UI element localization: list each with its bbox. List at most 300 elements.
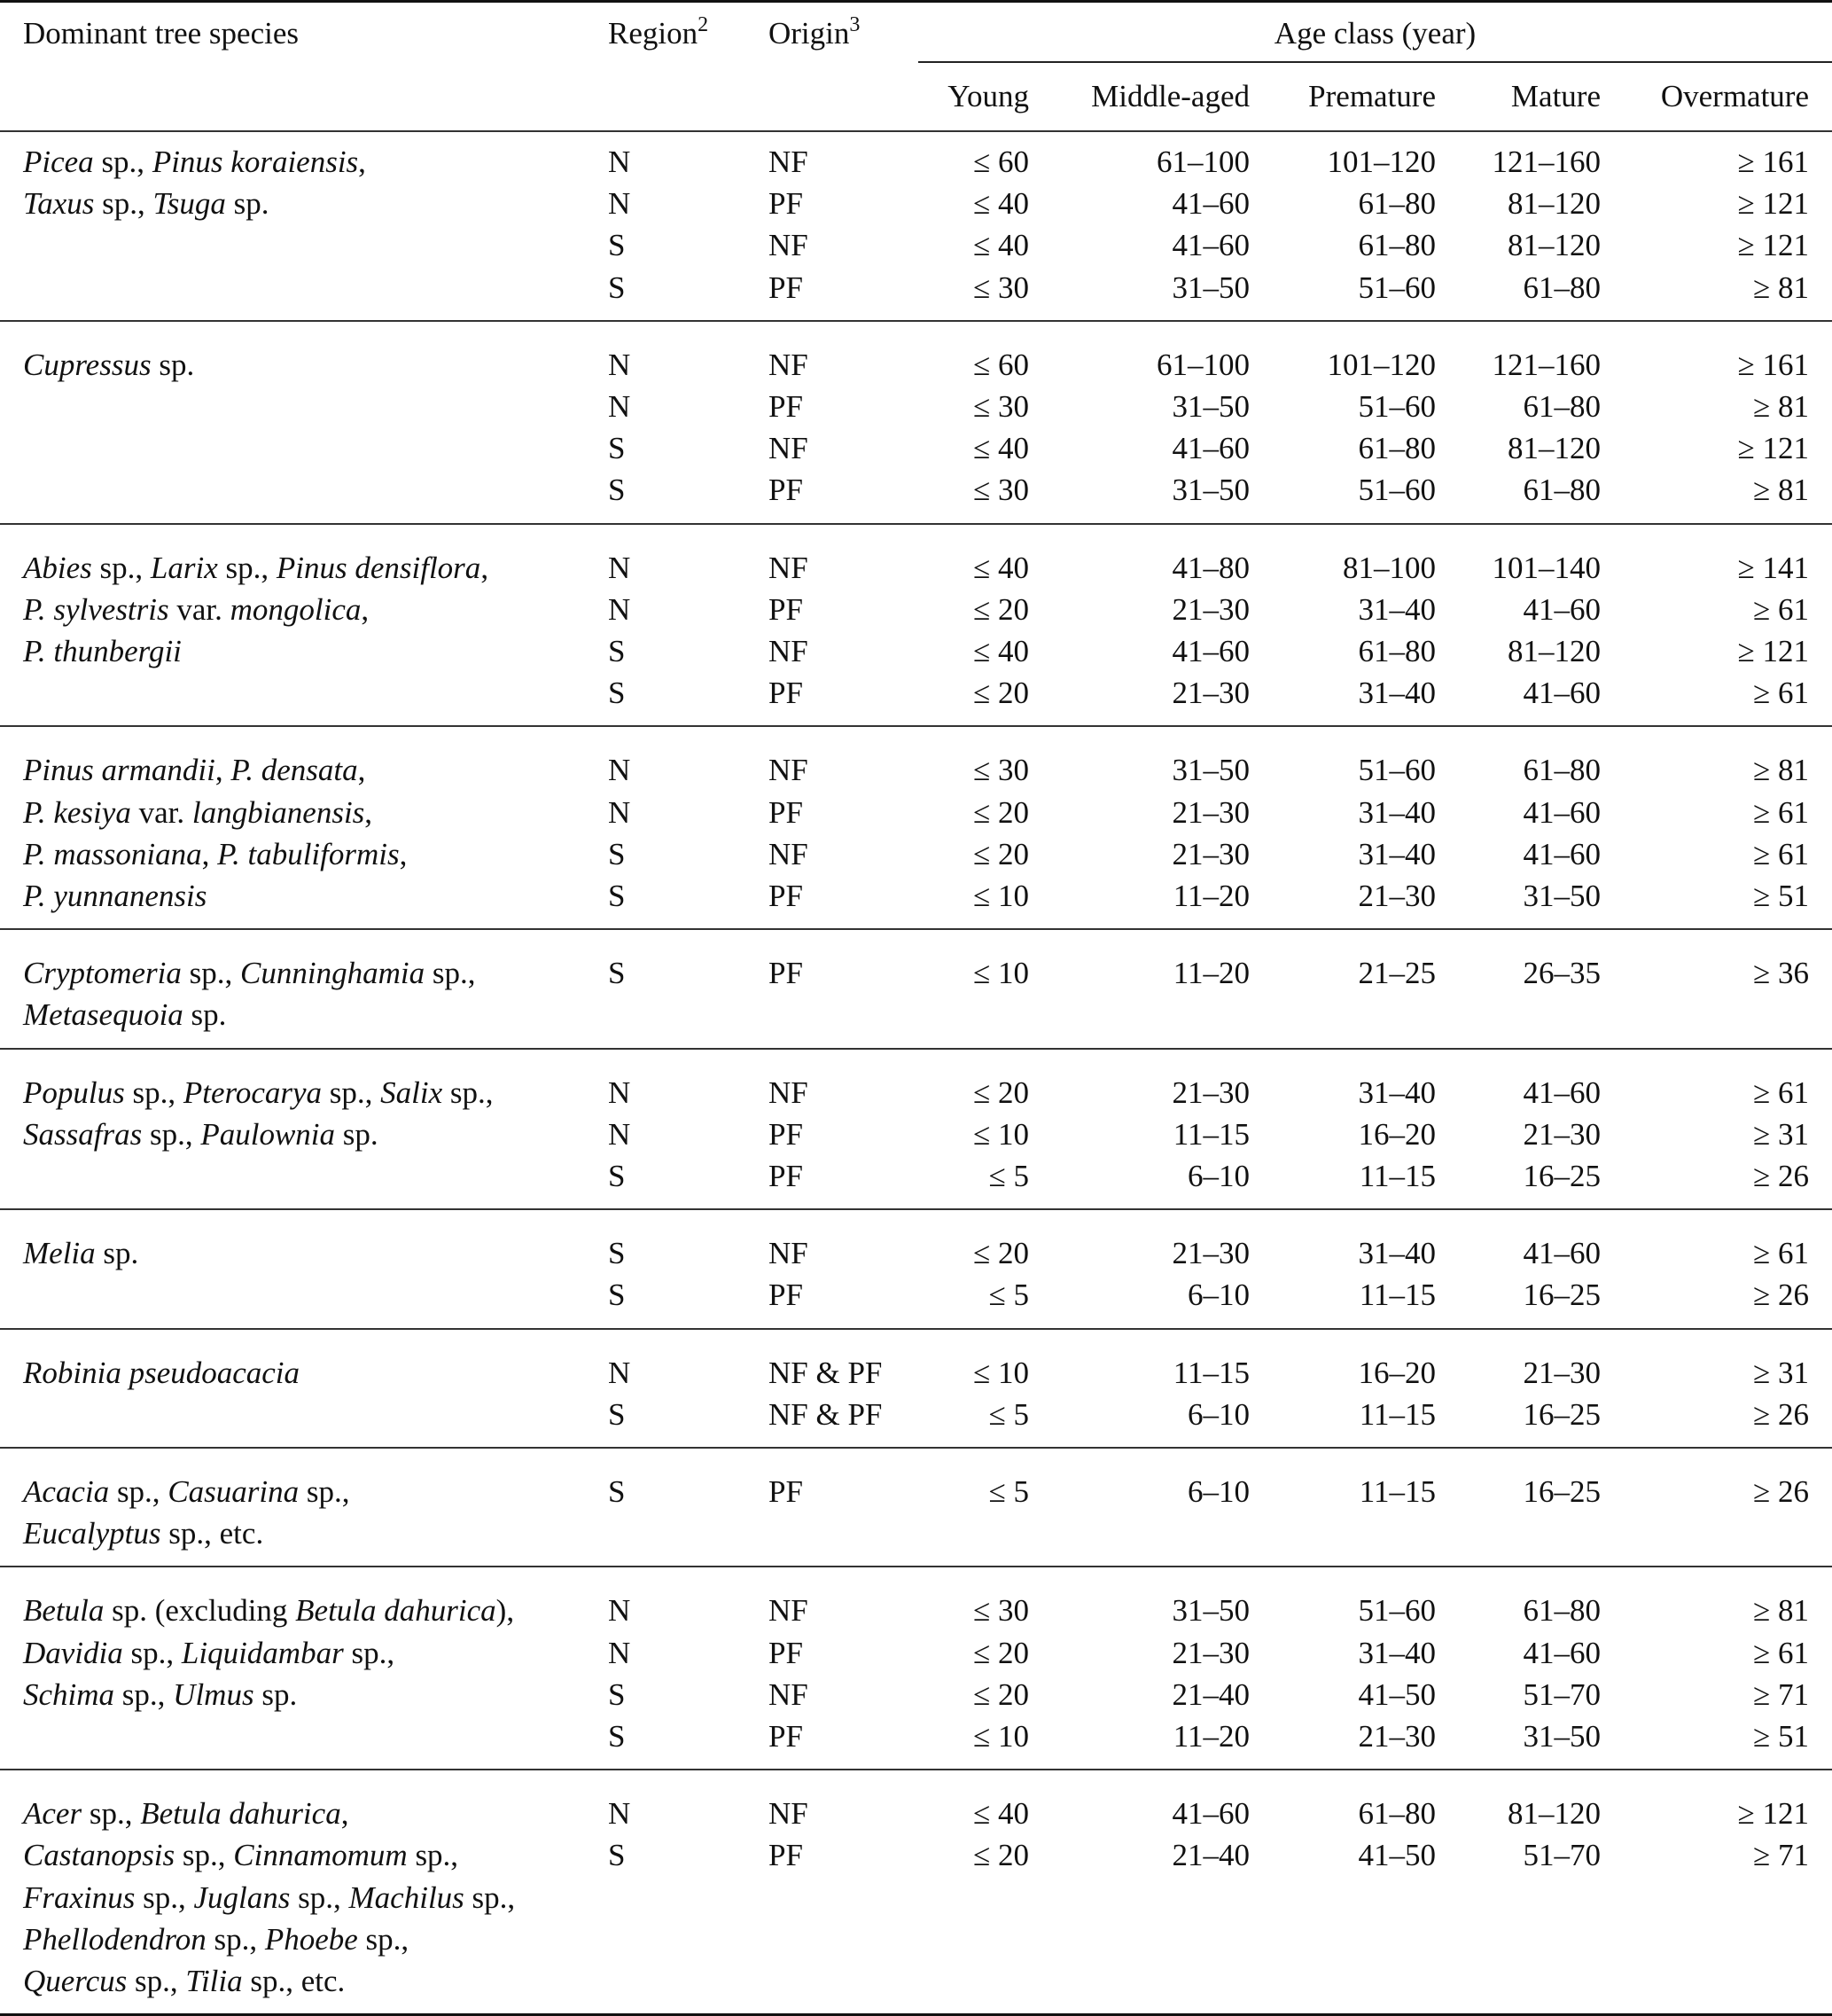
origin-cell: PF [768,676,803,711]
species-text: sp., [217,550,277,585]
species-name-line [23,344,194,386]
species-name-line [23,1072,494,1113]
young-cell: ≤ 20 [973,1838,1029,1873]
species-taxon: Fraxinus [23,1879,136,1915]
mature-cell: 16–25 [1523,1278,1601,1313]
middle-aged-cell: 31–50 [1172,1593,1250,1629]
species-taxon: Metasequoia [23,997,183,1033]
species-text: var. [168,591,230,627]
origin-cell: NF [768,145,808,179]
premature-cell: 61–80 [1358,186,1436,222]
species-taxon: Liquidambar [181,1635,344,1670]
species-taxon: Schima [23,1676,115,1712]
species-taxon: Eucalyptus [23,1516,161,1551]
species-taxon: Pterocarya [183,1074,323,1110]
young-cell: ≤ 5 [988,1474,1029,1509]
region-cell: N [608,794,631,830]
species-text: sp., [206,1921,265,1957]
overmature-cell: ≥ 31 [1753,1355,1809,1390]
overmature-cell: ≥ 61 [1753,836,1809,871]
mature-cell: 61–80 [1523,1593,1601,1629]
mature-cell: 41–60 [1523,794,1601,830]
middle-aged-cell: 41–60 [1172,228,1250,263]
header-origin-label: Origin [768,16,850,51]
species-text: , [358,145,366,179]
mature-cell: 21–30 [1523,1116,1601,1152]
species-taxon: P. kesiya [23,794,131,830]
region-cell: N [608,389,631,424]
overmature-cell: ≥ 161 [1737,347,1809,382]
species-taxon: Salix [380,1074,443,1110]
group-divider [0,1769,1832,1770]
species-text: sp., [425,956,476,991]
mature-cell: 61–80 [1523,389,1601,424]
species-taxon: Phellodendron [23,1921,207,1957]
species-text: sp., [91,550,151,585]
group-divider [0,320,1832,322]
region-cell: S [608,1159,626,1193]
origin-cell: PF [768,956,803,991]
species-taxon: Castanopsis [23,1838,175,1873]
origin-cell: PF [768,1635,803,1670]
region-cell: N [608,1116,631,1152]
species-name-line [23,1877,515,1918]
overmature-cell: ≥ 71 [1753,1676,1809,1712]
middle-aged-cell: 6–10 [1188,1474,1250,1509]
premature-cell: 31–40 [1358,794,1436,830]
premature-cell: 31–40 [1358,1236,1436,1271]
species-text: sp. [183,997,227,1033]
premature-cell: 21–25 [1358,956,1436,991]
mature-cell: 61–80 [1523,473,1601,508]
species-taxon: P. massoniana [23,836,202,871]
species-text: sp., [124,1074,183,1110]
species-taxon: Pinus koraiensis [152,145,359,179]
overmature-cell: ≥ 51 [1753,879,1809,913]
middle-aged-cell: 11–20 [1173,1719,1250,1754]
header-age-middle-aged: Middle-aged [1091,79,1250,113]
overmature-cell: ≥ 61 [1753,1236,1809,1271]
group-divider [0,1208,1832,1210]
middle-aged-cell: 21–30 [1172,1074,1250,1110]
premature-cell: 21–30 [1358,1719,1436,1754]
premature-cell: 61–80 [1358,228,1436,263]
middle-aged-cell: 6–10 [1188,1278,1250,1313]
premature-cell: 31–40 [1358,836,1436,871]
middle-aged-cell: 31–50 [1172,270,1250,305]
species-name-line [23,833,407,875]
species-name-line [23,1590,514,1631]
header-origin-footnote: 3 [849,13,861,36]
overmature-cell: ≥ 121 [1737,228,1809,263]
species-taxon: Larix [150,550,218,585]
premature-cell: 41–50 [1358,1676,1436,1712]
middle-aged-cell: 21–40 [1172,1676,1250,1712]
group-divider [0,928,1832,930]
mature-cell: 121–160 [1492,145,1601,179]
species-text: , [357,753,366,788]
species-taxon: Melia [23,1236,96,1271]
species-text: sp. [253,1676,298,1712]
header-species [23,16,299,51]
region-cell: S [608,1474,626,1509]
young-cell: ≤ 20 [973,1635,1029,1670]
species-text: sp. [151,347,195,382]
region-cell: S [608,1838,626,1873]
species-taxon: Acer [23,1796,82,1832]
mature-cell: 16–25 [1523,1474,1601,1509]
species-taxon: Tilia [185,1964,243,1998]
premature-cell: 11–15 [1359,1396,1436,1432]
species-taxon: Populus [23,1074,125,1110]
species-text: , [399,836,408,871]
middle-aged-cell: 21–30 [1172,794,1250,830]
overmature-cell: ≥ 81 [1753,270,1809,305]
region-cell: N [608,347,631,382]
mature-cell: 121–160 [1492,347,1601,382]
species-name-line [23,589,369,630]
mature-cell: 31–50 [1523,1719,1601,1754]
header-age-premature: Premature [1308,79,1436,113]
young-cell: ≤ 5 [988,1278,1029,1313]
region-cell: N [608,1635,631,1670]
species-taxon: Cryptomeria [23,956,182,991]
mature-cell: 81–120 [1508,431,1601,466]
origin-cell: NF [768,431,808,466]
middle-aged-cell: 41–60 [1172,186,1250,222]
overmature-cell: ≥ 121 [1737,634,1809,668]
table-top-rule [0,0,1832,3]
species-taxon: mongolica [230,591,362,627]
species-name-line [23,1113,378,1155]
middle-aged-cell: 21–30 [1172,1236,1250,1271]
overmature-cell: ≥ 121 [1737,431,1809,466]
young-cell: ≤ 20 [973,676,1029,711]
middle-aged-cell: 41–80 [1172,550,1250,585]
young-cell: ≤ 20 [973,1236,1029,1271]
species-text: sp., [464,1879,516,1915]
origin-cell: NF & PF [768,1355,883,1390]
mature-cell: 51–70 [1523,1838,1601,1873]
region-cell: S [608,1278,626,1313]
origin-cell: PF [768,1474,803,1509]
middle-aged-cell: 6–10 [1188,1396,1250,1432]
mature-cell: 16–25 [1523,1159,1601,1193]
young-cell: ≤ 60 [973,145,1029,179]
origin-cell: PF [768,879,803,913]
mature-cell: 21–30 [1523,1355,1601,1390]
species-name-line [23,1471,350,1512]
premature-cell: 21–30 [1358,879,1436,913]
species-taxon: Robinia pseudoacacia [23,1355,300,1390]
overmature-cell: ≥ 161 [1737,145,1809,179]
origin-cell: PF [768,1116,803,1152]
mature-cell: 61–80 [1523,753,1601,788]
species-text: sp., [142,1116,201,1152]
middle-aged-cell: 41–60 [1172,1796,1250,1832]
premature-cell: 61–80 [1358,634,1436,668]
species-taxon: Cupressus [23,347,152,382]
region-cell: S [608,431,626,466]
species-taxon: Cunninghamia [240,956,425,991]
species-taxon: Betula dahurica [140,1796,341,1832]
overmature-cell: ≥ 36 [1753,956,1809,991]
middle-aged-cell: 21–30 [1172,1635,1250,1670]
species-text: sp., [94,186,153,222]
young-cell: ≤ 10 [973,879,1029,913]
origin-cell: NF [768,1593,808,1629]
species-taxon: P. tabuliformis [217,836,400,871]
group-divider [0,1447,1832,1449]
young-cell: ≤ 30 [973,389,1029,424]
species-text: sp., [93,145,152,179]
mature-cell: 61–80 [1523,270,1601,305]
region-cell: N [608,550,631,585]
premature-cell: 61–80 [1358,431,1436,466]
origin-cell: PF [768,186,803,222]
premature-cell: 31–40 [1358,676,1436,711]
species-taxon: Picea [23,145,94,179]
species-taxon: Abies [23,550,92,585]
region-cell: S [608,879,626,913]
premature-cell: 31–40 [1358,591,1436,627]
species-text: sp., [109,1474,168,1509]
species-taxon: Cinnamomum [233,1838,408,1873]
overmature-cell: ≥ 61 [1753,591,1809,627]
region-cell: S [608,1396,626,1432]
header-bottom-rule [0,130,1832,132]
young-cell: ≤ 5 [988,1159,1029,1193]
middle-aged-cell: 41–60 [1172,634,1250,668]
region-cell: N [608,753,631,788]
species-taxon: Juglans [193,1879,291,1915]
mature-cell: 41–60 [1523,591,1601,627]
premature-cell: 11–15 [1359,1278,1436,1313]
young-cell: ≤ 20 [973,1676,1029,1712]
species-taxon: Tsuga [152,186,226,222]
overmature-cell: ≥ 61 [1753,794,1809,830]
species-text: sp., [135,1879,194,1915]
region-cell: N [608,1796,631,1832]
young-cell: ≤ 40 [973,431,1029,466]
species-taxon: Pinus armandii [23,753,215,788]
origin-cell: PF [768,473,803,508]
origin-cell: PF [768,1838,803,1873]
group-divider [0,523,1832,525]
young-cell: ≤ 30 [973,270,1029,305]
young-cell: ≤ 30 [973,473,1029,508]
species-taxon: P. sylvestris [23,591,169,627]
middle-aged-cell: 6–10 [1188,1159,1250,1193]
middle-aged-cell: 11–20 [1173,956,1250,991]
species-taxon: Betula [23,1593,105,1629]
species-text: sp. [225,186,269,222]
overmature-cell: ≥ 61 [1753,676,1809,711]
premature-cell: 51–60 [1358,753,1436,788]
origin-cell: NF [768,1676,808,1712]
species-taxon: Taxus [23,186,95,222]
origin-cell: NF [768,347,808,382]
overmature-cell: ≥ 61 [1753,1635,1809,1670]
origin-cell: NF [768,836,808,871]
origin-cell: NF [768,228,808,263]
species-text: sp., [181,956,241,991]
header-age-mature: Mature [1510,79,1601,113]
mature-cell: 41–60 [1523,676,1601,711]
mature-cell: 101–140 [1492,550,1601,585]
species-text: sp., [122,1635,182,1670]
overmature-cell: ≥ 61 [1753,1074,1809,1110]
young-cell: ≤ 30 [973,1593,1029,1629]
header-region [608,13,709,51]
region-cell: S [608,676,626,711]
young-cell: ≤ 40 [973,228,1029,263]
young-cell: ≤ 40 [973,1796,1029,1832]
premature-cell: 41–50 [1358,1838,1436,1873]
species-name-line [23,1674,297,1715]
mature-cell: 41–60 [1523,1635,1601,1670]
young-cell: ≤ 10 [973,1116,1029,1152]
mature-cell: 26–35 [1523,956,1601,991]
overmature-cell: ≥ 141 [1737,550,1809,585]
premature-cell: 101–120 [1327,145,1436,179]
overmature-cell: ≥ 81 [1753,473,1809,508]
species-text: , [361,591,370,627]
origin-cell: PF [768,1719,803,1754]
species-text: sp., [290,1879,349,1915]
species-text: sp., etc. [160,1516,264,1551]
origin-cell: NF [768,1796,808,1832]
mature-cell: 81–120 [1508,1796,1601,1832]
premature-cell: 51–60 [1358,389,1436,424]
young-cell: ≤ 20 [973,794,1029,830]
origin-cell: PF [768,1159,803,1193]
mature-cell: 41–60 [1523,1236,1601,1271]
mature-cell: 41–60 [1523,1074,1601,1110]
species-taxon: Machilus [348,1879,464,1915]
species-name-line [23,547,488,589]
region-cell: S [608,1719,626,1754]
region-cell: N [608,591,631,627]
header-age-class-label: Age class (year) [1274,16,1477,51]
species-taxon: Sassafras [23,1116,143,1152]
origin-cell: PF [768,591,803,627]
species-name-line [23,792,372,833]
premature-cell: 51–60 [1358,270,1436,305]
origin-cell: PF [768,389,803,424]
overmature-cell: ≥ 31 [1753,1116,1809,1152]
species-text: sp., etc. [242,1964,346,1998]
species-name-line [23,1512,263,1554]
middle-aged-cell: 11–15 [1173,1116,1250,1152]
overmature-cell: ≥ 26 [1753,1278,1809,1313]
species-text: sp., [407,1838,459,1873]
young-cell: ≤ 5 [988,1396,1029,1432]
origin-cell: NF [768,550,808,585]
origin-cell: NF [768,1236,808,1271]
region-cell: N [608,1074,631,1110]
group-divider [0,1566,1832,1567]
region-cell: S [608,836,626,871]
species-name-line [23,183,269,224]
middle-aged-cell: 31–50 [1172,389,1250,424]
age-class-underline [918,61,1832,63]
species-taxon: Phoebe [264,1921,358,1957]
group-divider [0,1048,1832,1050]
middle-aged-cell: 31–50 [1172,753,1250,788]
species-name-line [23,749,365,791]
origin-cell: PF [768,270,803,305]
middle-aged-cell: 21–30 [1172,836,1250,871]
species-taxon: Davidia [23,1635,123,1670]
middle-aged-cell: 11–20 [1173,879,1250,913]
species-taxon: Betula dahurica [295,1593,496,1629]
species-text: sp., [114,1676,174,1712]
species-taxon: Quercus [23,1964,128,1998]
species-taxon: Ulmus [173,1676,254,1712]
premature-cell: 31–40 [1358,1635,1436,1670]
species-name-line [23,875,207,917]
group-divider [0,725,1832,727]
region-cell: S [608,1236,626,1271]
mature-cell: 31–50 [1523,879,1601,913]
region-cell: S [608,956,626,991]
premature-cell: 11–15 [1359,1474,1436,1509]
premature-cell: 51–60 [1358,1593,1436,1629]
species-name-line [23,141,366,183]
species-name-line [23,1352,300,1394]
species-taxon: Pinus densiflora [276,550,481,585]
young-cell: ≤ 60 [973,347,1029,382]
middle-aged-cell: 11–15 [1173,1355,1250,1390]
header-age-overmature: Overmature [1660,79,1809,113]
overmature-cell: ≥ 71 [1753,1838,1809,1873]
origin-cell: NF [768,753,808,788]
mature-cell: 51–70 [1523,1676,1601,1712]
species-text: , [480,550,489,585]
species-name-line [23,952,475,994]
region-cell: N [608,145,631,179]
middle-aged-cell: 21–30 [1172,591,1250,627]
region-cell: N [608,1593,631,1629]
species-taxon: Acacia [23,1474,110,1509]
middle-aged-cell: 31–50 [1172,473,1250,508]
young-cell: ≤ 30 [973,753,1029,788]
species-text: sp., [343,1635,395,1670]
premature-cell: 16–20 [1358,1116,1436,1152]
mature-cell: 41–60 [1523,836,1601,871]
region-cell: N [608,1355,631,1390]
overmature-cell: ≥ 26 [1753,1159,1809,1193]
mature-cell: 81–120 [1508,186,1601,222]
overmature-cell: ≥ 51 [1753,1719,1809,1754]
species-name-line [23,1834,458,1876]
premature-cell: 101–120 [1327,347,1436,382]
overmature-cell: ≥ 121 [1737,1796,1809,1832]
origin-cell: NF [768,1074,808,1110]
premature-cell: 31–40 [1358,1074,1436,1110]
species-text: sp., [82,1796,141,1832]
middle-aged-cell: 21–40 [1172,1838,1250,1873]
overmature-cell: ≥ 81 [1753,389,1809,424]
group-divider [0,1328,1832,1330]
overmature-cell: ≥ 81 [1753,753,1809,788]
header-species-label: Dominant tree species [23,16,300,51]
mature-cell: 81–120 [1508,634,1601,668]
region-cell: S [608,1676,626,1712]
species-text: sp., [299,1474,350,1509]
species-text: , [214,753,231,788]
